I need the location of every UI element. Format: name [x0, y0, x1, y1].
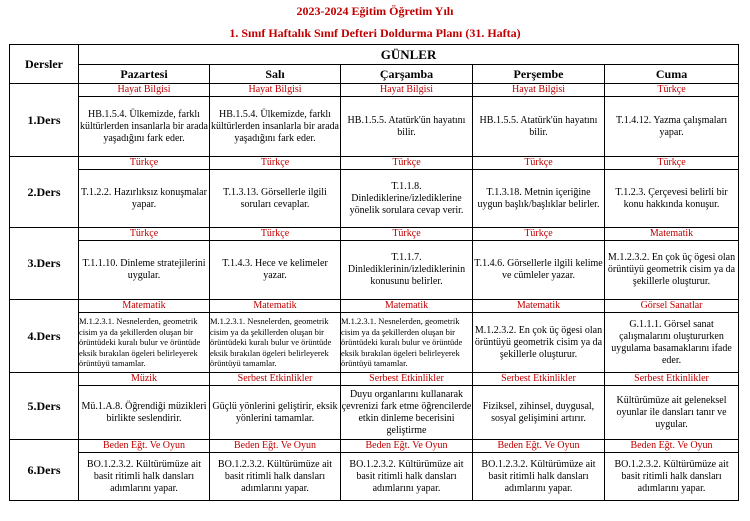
subject-label: Serbest Etkinlikler: [473, 373, 605, 386]
subject-label: Hayat Bilgisi: [210, 84, 341, 97]
lesson-label: 1.Ders: [10, 84, 79, 157]
lesson-content: HB.1.5.5. Atatürk'ün hayatını bilir.: [341, 97, 473, 157]
lesson-row-6-content: [10, 453, 739, 501]
subject-label: Matematik: [473, 300, 605, 313]
lesson-content: T.1.1.7. Dinlediklerinin/izlediklerinin konusunu belirler.: [341, 241, 473, 300]
subject-label: Matematik: [341, 300, 473, 313]
gunler-header: GÜNLER: [79, 45, 739, 65]
subject-label: Matematik: [210, 300, 341, 313]
lesson-content: M.1.2.3.1. Nesnelerden, geometrik cisim ya da şekillerden oluşan bir örüntüdeki kuralı bulur ve örüntüde eksik bırakılan ögeleri belirleyerek örüntüyü tamamlar.: [210, 313, 341, 373]
lesson-label: 3.Ders: [10, 228, 79, 300]
lesson-content: Duyu organlarını kullanarak çevrenizi fark etme öğrencilerde etkin dinleme becerisini geliştirme: [341, 386, 473, 440]
lesson-content: BO.1.2.3.2. Kültürümüze ait basit ritimli halk dansları adımlarını yapar.: [605, 453, 739, 501]
subject-label: Matematik: [605, 228, 739, 241]
subject-label: Türkçe: [341, 228, 473, 241]
lesson-content: T.1.3.13. Görsellerle ilgili soruları cevaplar.: [210, 170, 341, 228]
subject-label: Hayat Bilgisi: [473, 84, 605, 97]
subject-label: Türkçe: [210, 157, 341, 170]
lesson-content: G.1.1.1. Görsel sanat çalışmalarını oluştururken uygulama basamaklarını ifade eder.: [605, 313, 739, 373]
subject-label: Beden Eğt. Ve Oyun: [79, 440, 210, 453]
lesson-row-4-subjects: [10, 300, 739, 313]
lesson-label: 4.Ders: [10, 300, 79, 373]
lesson-content: M.1.2.3.1. Nesnelerden, geometrik cisim ya da şekillerden oluşan bir örüntüdeki kuralı bulur ve örüntüde eksik bırakılan ögeleri belirleyerek örüntüyü tamamlar.: [341, 313, 473, 373]
subject-label: Beden Eğt. Ve Oyun: [341, 440, 473, 453]
subject-label: Türkçe: [341, 157, 473, 170]
lesson-content: T.1.2.2. Hazırlıksız konuşmalar yapar.: [79, 170, 210, 228]
lesson-content: T.1.1.10. Dinleme stratejilerini uygular.: [79, 241, 210, 300]
subject-label: Türkçe: [473, 228, 605, 241]
subject-label: Müzik: [79, 373, 210, 386]
lesson-content: HB.1.5.5. Atatürk'ün hayatını bilir.: [473, 97, 605, 157]
lesson-content: HB.1.5.4. Ülkemizde, farklı kültürlerden insanlarla bir arada yaşadığını fark eder.: [210, 97, 341, 157]
subject-label: Türkçe: [473, 157, 605, 170]
subject-label: Serbest Etkinlikler: [210, 373, 341, 386]
lesson-content: Kültürümüze ait geleneksel oyunlar ile dansları tanır ve uygular.: [605, 386, 739, 440]
lesson-content: T.1.4.3. Hece ve kelimeler yazar.: [210, 241, 341, 300]
day-header-tuesday: Salı: [210, 65, 341, 84]
lesson-row-1-subjects: [10, 84, 739, 97]
subject-label: Beden Eğt. Ve Oyun: [605, 440, 739, 453]
lesson-row-1-content: [10, 97, 739, 157]
lesson-label: 5.Ders: [10, 373, 79, 440]
lesson-content: M.1.2.3.2. En çok üç ögesi olan örüntüyü geometrik cisim ya da şekillerle oluşturur.: [473, 313, 605, 373]
subject-label: Türkçe: [605, 84, 739, 97]
lesson-label: 6.Ders: [10, 440, 79, 501]
lesson-content: BO.1.2.3.2. Kültürümüze ait basit ritimli halk dansları adımlarını yapar.: [473, 453, 605, 501]
lesson-content: HB.1.5.4. Ülkemizde, farklı kültürlerden insanlarla bir arada yaşadığını fark eder.: [79, 97, 210, 157]
subject-label: Görsel Sanatlar: [605, 300, 739, 313]
day-header-wednesday: Çarşamba: [341, 65, 473, 84]
subject-label: Serbest Etkinlikler: [605, 373, 739, 386]
lesson-content: BO.1.2.3.2. Kültürümüze ait basit ritimli halk dansları adımlarını yapar.: [210, 453, 341, 501]
day-header-thursday: Perşembe: [473, 65, 605, 84]
lesson-row-5-subjects: [10, 373, 739, 386]
lesson-content: T.1.4.6. Görsellerle ilgili kelime ve cümleler yazar.: [473, 241, 605, 300]
weekly-plan-table: [9, 44, 739, 501]
lesson-label: 2.Ders: [10, 157, 79, 228]
lesson-content: Güçlü yönlerini geliştirir, eksik yönlerini tamamlar.: [210, 386, 341, 440]
day-header-friday: Cuma: [605, 65, 739, 84]
lesson-content: BO.1.2.3.2. Kültürümüze ait basit ritimli halk dansları adımlarını yapar.: [341, 453, 473, 501]
dersler-header: Dersler: [10, 45, 79, 84]
lesson-row-2-subjects: [10, 157, 739, 170]
day-header-monday: Pazartesi: [79, 65, 210, 84]
subject-label: Beden Eğt. Ve Oyun: [473, 440, 605, 453]
subject-label: Türkçe: [210, 228, 341, 241]
lesson-content: T.1.2.3. Çerçevesi belirli bir konu hakkında konuşur.: [605, 170, 739, 228]
lesson-content: T.1.1.8. Dinlediklerine/izlediklerine yönelik sorulara cevap verir.: [341, 170, 473, 228]
lesson-content: T.1.3.18. Metnin içeriğine uygun başlık/başlıklar belirler.: [473, 170, 605, 228]
lesson-row-6-subjects: [10, 440, 739, 453]
subject-label: Matematik: [79, 300, 210, 313]
lesson-row-5-content: [10, 386, 739, 440]
subject-label: Hayat Bilgisi: [79, 84, 210, 97]
subject-label: Türkçe: [605, 157, 739, 170]
document-subtitle: 1. Sınıf Haftalık Sınıf Defteri Doldurma Planı (31. Hafta): [229, 26, 521, 40]
subject-label: Türkçe: [79, 228, 210, 241]
lesson-content: T.1.4.12. Yazma çalışmaları yapar.: [605, 97, 739, 157]
lesson-content: Fiziksel, zihinsel, duygusal, sosyal gelişimini artırır.: [473, 386, 605, 440]
lesson-row-2-content: [10, 170, 739, 228]
document-title: 2023-2024 Eğitim Öğretim Yılı: [296, 4, 454, 18]
subject-label: Beden Eğt. Ve Oyun: [210, 440, 341, 453]
lesson-content: M.1.2.3.2. En çok üç ögesi olan örüntüyü geometrik cisim ya da şekillerle oluşturur.: [605, 241, 739, 300]
lesson-content: Mü.1.A.8. Öğrendiği müzikleri birlikte seslendirir.: [79, 386, 210, 440]
subject-label: Türkçe: [79, 157, 210, 170]
lesson-row-3-content: [10, 241, 739, 300]
lesson-row-3-subjects: [10, 228, 739, 241]
subject-label: Hayat Bilgisi: [341, 84, 473, 97]
lesson-row-4-content: [10, 313, 739, 373]
lesson-content: BO.1.2.3.2. Kültürümüze ait basit ritimli halk dansları adımlarını yapar.: [79, 453, 210, 501]
subject-label: Serbest Etkinlikler: [341, 373, 473, 386]
lesson-content: M.1.2.3.1. Nesnelerden, geometrik cisim ya da şekillerden oluşan bir örüntüdeki kuralı bulur ve örüntüde eksik bırakılan ögeleri belirleyerek örüntüyü tamamlar.: [79, 313, 210, 373]
